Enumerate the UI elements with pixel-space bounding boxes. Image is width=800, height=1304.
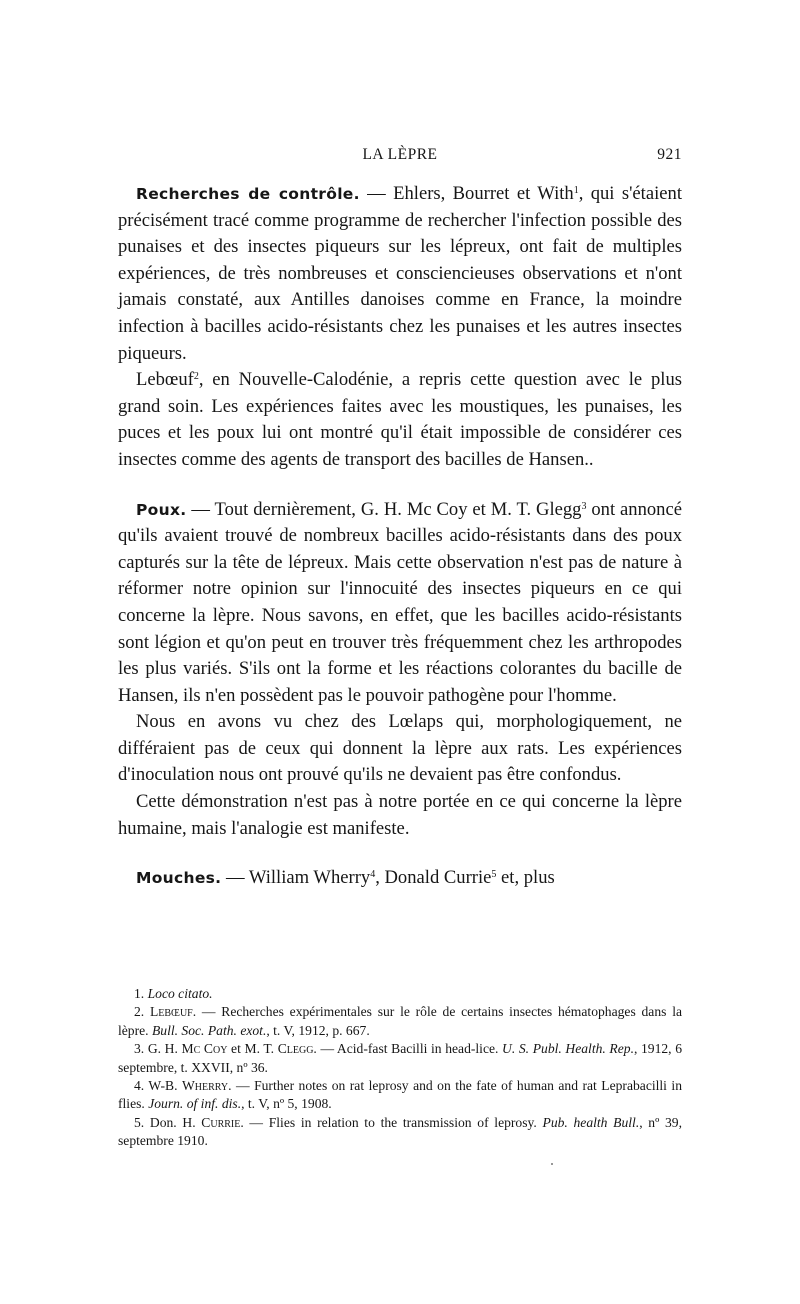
footnote — [118, 985, 682, 1003]
text-run: ont annoncé qu'ils avaient trouvé de nombreux bacilles acido-résistants dans des poux capturés sur la tête de lépreux. Mais cette observation n'est pas de nature à réformer notre opinion sur l'innocuité des insectes piqueurs en ce qui concerne la lèpre. Nous savons, en effet, que les bacilles acido-résistants sont légion et qu'on peut en trouver très fréquemment chez les arthropodes les plus variés. S'ils ont la forme et les réactions colorantes du bacille de Hansen, ils n'en possèdent pas le pouvoir pathogène pour l'homme. — [118, 498, 682, 706]
paragraph — [118, 789, 682, 842]
text-run: Cette démonstration n'est pas à notre portée en ce qui concerne la lèpre humaine, mais l'analogie est manifeste. — [118, 791, 682, 839]
body-text — [118, 181, 682, 892]
author-name: Mc Coy — [181, 1041, 228, 1057]
text-run: , 1912, 6 septembre, t. XXVII, nº 36. — [118, 1041, 683, 1075]
text-run: , nº 39, septembre 1910. — [118, 1114, 682, 1149]
section-heading: Mouches. — [136, 869, 222, 888]
italic-title: Bull. Soc. Path. exot. — [151, 1022, 267, 1038]
author-name: Currie. — [201, 1114, 244, 1130]
text-run: Lebœuf — [136, 369, 194, 391]
author-name: Wherry. — [181, 1078, 232, 1094]
text-run: — Acid-fast Bacilli in head-lice. — [316, 1041, 503, 1057]
italic-title: Loco citato. — [147, 986, 213, 1001]
footnote — [118, 1040, 682, 1077]
page-number: 921 — [657, 146, 682, 163]
text-run: — William Wherry — [221, 867, 371, 889]
text-run: et, plus — [496, 867, 555, 889]
text-run: — Tout dernièrement, G. H. Mc Coy et M. T. Glegg — [186, 498, 582, 520]
footnote-ref: 1 — [573, 185, 579, 196]
paragraph — [118, 497, 682, 710]
paragraph — [118, 181, 682, 367]
text-run: 4. W-B. — [134, 1078, 182, 1094]
italic-title: Pub. health Bull. — [542, 1114, 640, 1130]
text-run: — Ehlers, Bourret et With — [359, 183, 574, 204]
text-run: — Recherches expérimentales sur le rôle de certains insectes hématophages dans la lèpre. — [118, 1004, 682, 1038]
running-title: LA LÈPRE — [362, 146, 438, 163]
section-gap — [118, 474, 682, 497]
running-head — [118, 146, 682, 168]
text-run: — Further notes on rat leprosy and on the fate of human and rat Leprabacilli in flies. — [118, 1078, 682, 1112]
footnote — [118, 1003, 682, 1040]
text-run: Nous en avons vu chez des Lœlaps qui, morphologiquement, ne différaient pas de ceux qui donnent la lèpre aux rats. Les expériences d'inoculation nous ont prouvé qu'ils ne devaient pas être confondus. — [118, 711, 682, 786]
text-run: et M. T. — [227, 1041, 278, 1057]
text-run: 2. — [134, 1004, 150, 1020]
paragraph — [118, 367, 682, 473]
section-heading: Recherches de contrôle. — [136, 185, 360, 203]
footnote — [118, 1114, 682, 1151]
text-run: , Donald Currie — [375, 867, 492, 889]
footnote-ref: 5 — [491, 869, 497, 881]
author-name: Lebœuf. — [149, 1004, 197, 1020]
section-heading: Poux. — [136, 500, 187, 519]
section-gap — [118, 842, 682, 865]
author-name: Clegg. — [277, 1041, 317, 1057]
text-run: 1. — [134, 986, 148, 1001]
text-run: , en Nouvelle-Calodénie, a repris cette question avec le plus grand soin. Les expériences faites avec les moustiques, les punaises, les puces et les poux lui ont montré qu'il était impossible de considérer ces insectes comme des agents de transport des bacilles de Hansen.. — [118, 369, 682, 470]
text-run: , qui s'étaient précisément tracé comme programme de rechercher l'infection possible des punaises et des insectes piqueurs sur les lépreux, ont fait de multiples expériences, de très nombreuses et consciencieuses observations et n'ont jamais constaté, aux Antilles danoises comme en France, la moindre infection à bacilles acido-résistants chez les punaises et les autres insectes piqueurs. — [118, 183, 682, 364]
print-speck — [551, 1163, 553, 1165]
text-run: , t. V, nº 5, 1908. — [241, 1096, 332, 1112]
footnotes — [118, 985, 682, 1151]
footnote-ref: 2 — [193, 371, 199, 383]
paragraph — [118, 709, 682, 789]
footnote-ref: 3 — [581, 500, 587, 512]
paragraph — [118, 865, 682, 892]
text-run: 3. G. H. — [134, 1041, 182, 1057]
text-run: , t. V, 1912, p. 667. — [266, 1022, 370, 1038]
footnote — [118, 1077, 682, 1114]
italic-title: U. S. Publ. Health. Rep. — [502, 1041, 634, 1057]
text-run: 5. Don. H. — [134, 1114, 202, 1130]
text-run: — Flies in relation to the transmission of leprosy. — [243, 1114, 543, 1130]
footnote-ref: 4 — [370, 869, 376, 881]
italic-title: Journ. of inf. dis. — [148, 1096, 242, 1112]
